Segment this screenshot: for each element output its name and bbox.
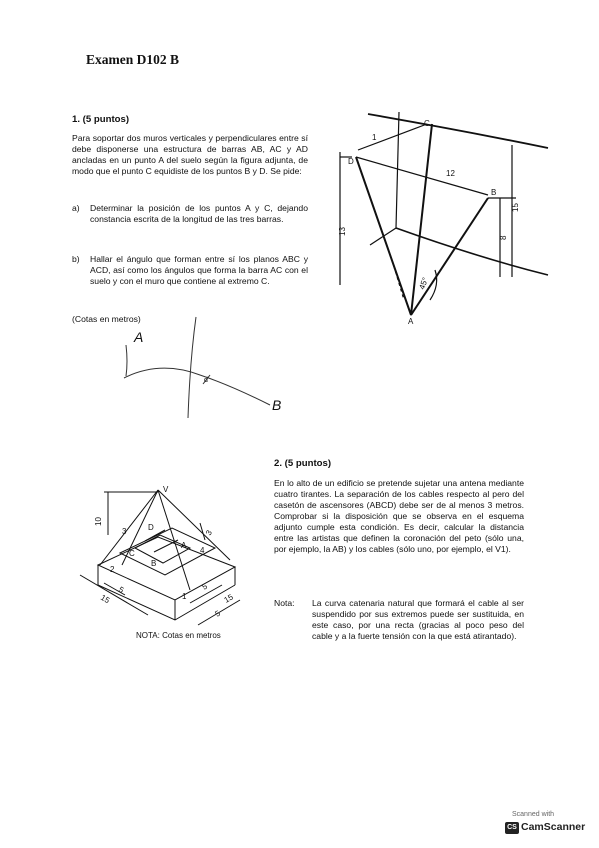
q2-fig-B: B [151, 559, 157, 568]
q1-item-a-text: Determinar la posición de los puntos A y C, dejando constancia escrita de la longitud de las tres barras. [90, 203, 308, 224]
q2-fig-nota: NOTA: Cotas en metros [136, 631, 221, 640]
q1-fig-d8: 8 [499, 235, 508, 240]
q1-fig-B: B [491, 188, 497, 197]
q2-fig-d5c: 5 [213, 608, 222, 619]
q2-fig-d3: 3 [203, 528, 214, 537]
q1-fig-C: C [424, 119, 430, 128]
q1-sketch-A: A [134, 329, 144, 345]
q2-fig-n4: 4 [200, 546, 205, 555]
q1-fig-A: A [408, 317, 414, 326]
q1-fig-d15: 15 [511, 203, 520, 212]
q2-fig-d5b: 5 [200, 581, 209, 592]
q1-fig-angle: 45° [417, 276, 431, 291]
q2-heading: 2. (5 puntos) [274, 458, 332, 469]
scanner-small-text: Scanned with [512, 811, 555, 818]
q2-fig-d10: 10 [94, 517, 103, 526]
q1-fig-d12: 12 [446, 169, 455, 178]
q2-fig-d15a: 15 [99, 592, 112, 606]
q1-fig-D: D [348, 157, 354, 166]
page-title: Examen D102 B [86, 52, 180, 67]
q2-body: En lo alto de un edificio se pretende sujetar una antena mediante cuatro tirantes. La separación de los cables respecto al pero del casetón de ascensores (ABCD) debe ser de al menos 3 metros. Comprobar si la disposición que se observa en el esquema adjunto cumple esta condición. Es decir, calcular la distancia entre las artistas que definen la coronación del peto (sólo una, por ejemplo, la AB) y los cables (sólo uno, por ejemplo, el V1). [274, 478, 524, 554]
scanner-name: CamScanner [521, 821, 586, 833]
q1-intro: Para soportar dos muros verticales y perpendiculares entre sí debe disponerse una estructura de barras AB, AC y AD ancladas en un punto A del suelo según la figura adjunta, de modo que el punto C equidiste de los puntos B y D. Se pide: [72, 133, 308, 176]
q2-fig-C: C [129, 549, 135, 558]
q1-item-b-text: Hallar el ángulo que forman entre sí los planos ABC y ACD, así como los ángulos que forma la barra AC con el suelo y con el muro que contiene al extremo C. [90, 254, 308, 286]
q1-heading: 1. (5 puntos) [72, 114, 130, 125]
q1-fig-d1: 1 [372, 133, 377, 142]
q1-sketch-d: d [204, 377, 208, 384]
q2-fig-n1: 1 [182, 592, 187, 601]
q2-fig-d15b: 15 [222, 592, 235, 605]
q1-sketch-B: B [272, 397, 282, 413]
q1-item-b-marker: b) [72, 254, 80, 264]
q2-fig-n3: 3 [122, 527, 127, 536]
q2-fig-n2: 2 [110, 565, 115, 574]
q2-fig-D: D [148, 523, 154, 532]
q2-note-text: La curva catenaria natural que formará el cable al ser suspendido por sus extremos puede ser sustituida, en este caso, por una recta (gracias al poco peso del cable y a la fuerte tensión con la que está atirantado). [312, 598, 524, 641]
q1-fig-d13: 13 [338, 227, 347, 236]
q2-note-label: Nota: [274, 598, 295, 608]
camscanner-logo-icon: CS [505, 822, 519, 834]
q2-fig-A: A [181, 541, 187, 550]
q2-fig-V: V [163, 485, 169, 494]
q2-fig-d5a: 5 [117, 584, 126, 595]
q1-item-a-marker: a) [72, 203, 80, 213]
q1-units: (Cotas en metros) [72, 314, 141, 324]
